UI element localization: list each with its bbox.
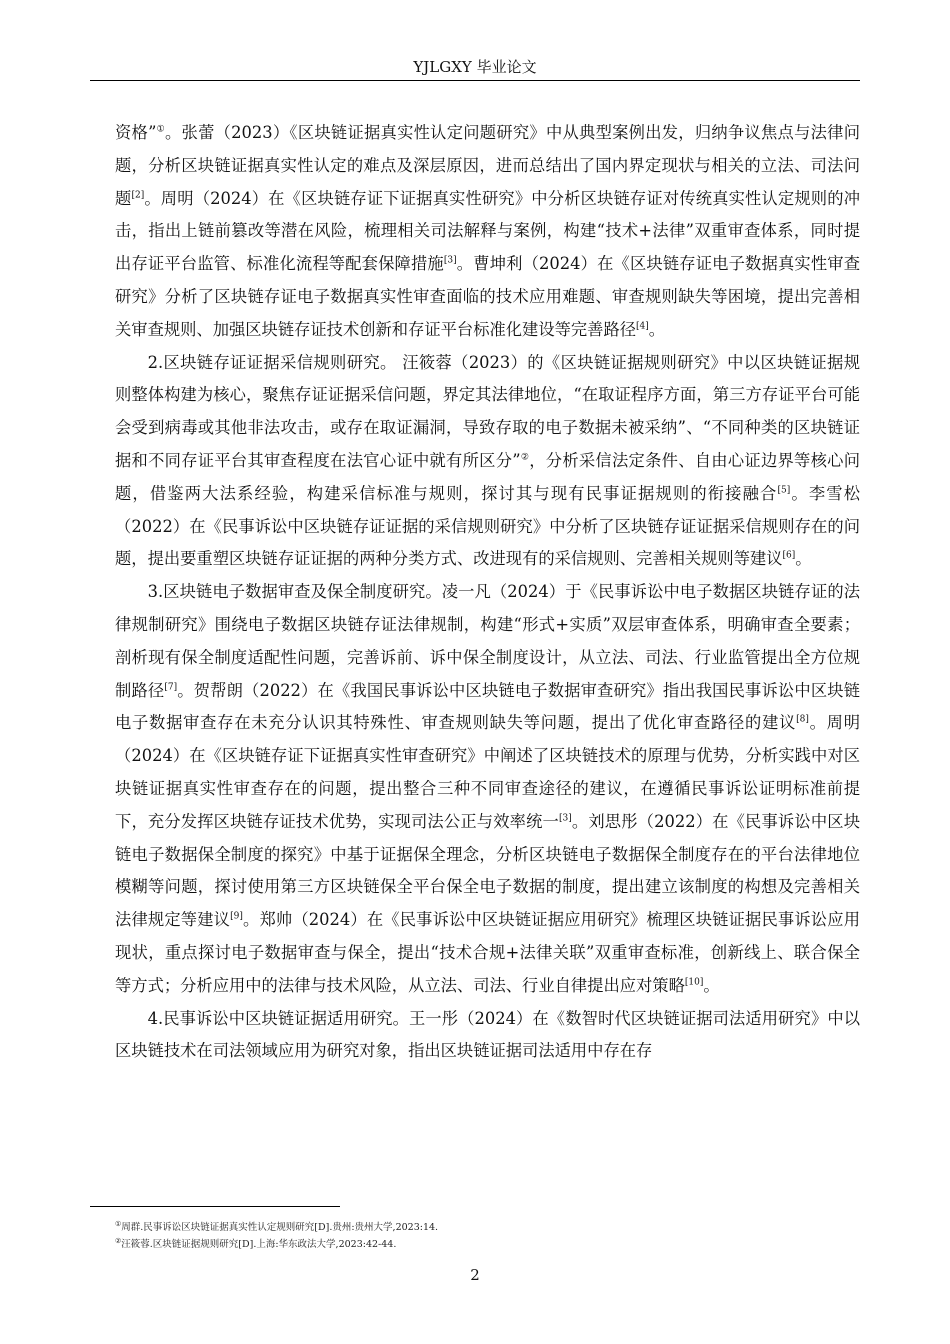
- paragraph-text: 。曹坤利（2024）在《区块链存证电子数据真实性审查研究》分析了区块链存证电子数据真实性审查面临的技术应用难题、审查规则缺失等困境，提出完善相关审查规则、加强区块链存证技术创新和存证平台标准化建设等完善路径: [115, 254, 861, 339]
- paragraph-text: 。: [703, 975, 720, 995]
- footnote-mark: ②: [115, 1236, 122, 1245]
- header-divider: [90, 80, 860, 81]
- citation-marker: ①: [156, 124, 166, 135]
- paragraph-text: 。贺帮朗（2022）在《我国民事诉讼中区块链电子数据审查研究》指出我国民事诉讼中区块链电子数据审查存在未充分认识其特殊性、审查规则缺失等问题，提出了优化审查路径的建议: [115, 680, 860, 733]
- body-text: [115, 117, 860, 1068]
- paragraph-text: 。张蕾（2023）《区块链证据真实性认定问题研究》中从典型案例出发，归纳争议焦点与法律问题，分析区块链证据真实性认定的难点及深层原因，进而总结出了国内界定现状与相关的立法、司法问题: [115, 123, 861, 208]
- citation-marker: [6]: [782, 550, 796, 561]
- page-number: 2: [470, 1266, 480, 1284]
- paragraph-text: 3.区块链电子数据审查及保全制度研究。凌一凡（2024）于《民事诉讼中电子数据区块链存证的法律规制研究》围绕电子数据区块链存证法律规制，构建“形式+实质”双层审查体系，明确审查全要素；剖析现有保全制度适配性问题，完善诉前、诉中保全制度设计，从立法、司法、行业监管提出全方位规制路径: [115, 582, 860, 700]
- citation-marker: [2]: [131, 190, 145, 201]
- paragraph-text: 。郑帅（2024）在《民事诉讼中区块链证据应用研究》梳理区块链证据民事诉讼应用现状，重点探讨电子数据审查与保全，提出“技术合规+法律关联”双重审查标准，创新线上、联合保全等方式；分析应用中的法律与技术风险，从立法、司法、行业自律提出应对策略: [115, 910, 860, 995]
- citation-marker: [10]: [684, 977, 704, 988]
- citation-marker: [5]: [777, 485, 791, 496]
- footnote-text: 周群.民事诉讼区块链证据真实性认定规则研究[D].贵州:贵州大学,2023:14.: [121, 1222, 439, 1233]
- footnotes: [115, 1219, 860, 1253]
- footnote: [115, 1236, 860, 1253]
- citation-marker: [3]: [443, 255, 457, 266]
- citation-marker: [3]: [558, 813, 572, 824]
- paragraph: [115, 117, 860, 347]
- paragraph-text: 。李雪松（2022）在《民事诉讼中区块链存证证据的采信规则研究》中分析了区块链存证证据采信规则存在的问题，提出要重塑区块链存证证据的两种分类方式、改进现有的采信规则、完善相关规则等建议: [115, 483, 860, 569]
- footnote-text: 汪筱蓉.区块链证据规则研究[D].上海:华东政法大学,2023:42-44.: [121, 1239, 397, 1250]
- running-header: YJLGXY 毕业论文: [413, 58, 537, 76]
- citation-marker: [8]: [796, 714, 809, 725]
- footnote-mark: ①: [115, 1219, 122, 1228]
- citation-marker: ②: [520, 452, 530, 463]
- citation-marker: [4]: [636, 321, 649, 332]
- paragraph-text: 。周明（2024）在《区块链存证下证据真实性研究》中分析区块链存证对传统真实性认定规则的冲击，指出上链前篡改等潜在风险，梳理相关司法解释与案例，构建“技术+法律”双重审查体系，同时提出存证平台监管、标准化流程等配套保障措施: [115, 188, 860, 274]
- paragraph: [115, 347, 860, 577]
- footnote-divider: [90, 1206, 340, 1207]
- paragraph-text: 。刘思彤（2022）在《民事诉讼中区块链电子数据保全制度的探究》中基于证据保全理念，分析区块链电子数据保全制度存在的平台法律地位模糊等问题，探讨使用第三方区块链保全平台保全电子数据的制度，提出建立该制度的构想及完善相关法律规定等建议: [115, 811, 860, 930]
- paragraph-text: 。周明（2024）在《区块链存证下证据真实性审查研究》中阐述了区块链技术的原理与优势，分析实践中对区块链证据真实性审查存在的问题，提出整合三种不同审查途径的建议，在遵循民事诉讼证明标准前提下，充分发挥区块链存证技术优势，实现司法公正与效率统一: [115, 713, 860, 831]
- footnote: [115, 1219, 860, 1236]
- citation-marker: [9]: [230, 911, 243, 922]
- paragraph-text: 。: [648, 319, 666, 339]
- citation-marker: [7]: [164, 682, 178, 693]
- paragraph-text: ，分析采信法定条件、自由心证边界等核心问题，借鉴两大法系经验，构建采信标准与规则，探讨其与现有民事证据规则的衔接融合: [115, 450, 860, 503]
- paragraph: [115, 1003, 860, 1069]
- paragraph-text: 2.区块链存证证据采信规则研究。 汪筱蓉（2023）的《区块链证据规则研究》中以区块链证据规则整体构建为核心，聚焦存证证据采信问题，界定其法律地位，“在取证程序方面，第三方存证平台可能会受到病毒或其他非法攻击，或存在取证漏洞，导致存取的电子数据未被采纳”、“不同种类的区块链证据和不同存证平台其审查程度在法官心证中就有所区分”: [115, 352, 860, 470]
- paragraph-text: 。: [795, 549, 812, 569]
- paragraph: [115, 576, 860, 1002]
- paragraph-text: 4.民事诉讼中区块链证据适用研究。王一彤（2024）在《数智时代区块链证据司法适用研究》中以区块链技术在司法领域应用为研究对象，指出区块链证据司法适用中存在存: [115, 1008, 860, 1061]
- paragraph-text: 资格”: [115, 123, 157, 142]
